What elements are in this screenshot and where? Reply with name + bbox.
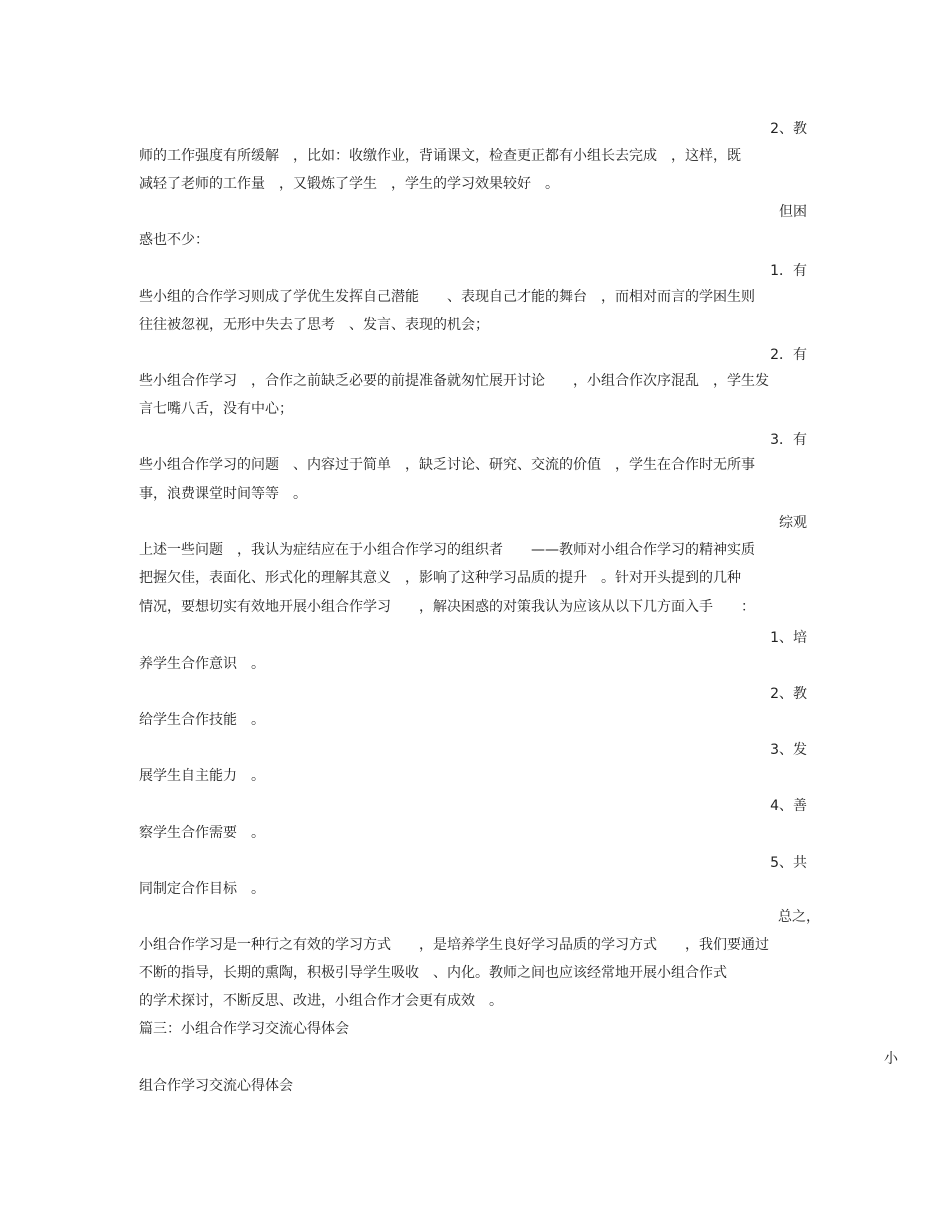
text-line: 展学生自主能力 。 [139, 768, 265, 784]
text-line: 2、教 [770, 686, 807, 702]
text-line: 5、共 [770, 855, 807, 871]
text-line: 1．有 [770, 263, 807, 279]
text-line: 2、教 [770, 121, 807, 137]
text-line: 减轻了老师的工作量 ，又锻炼了学生 ，学生的学习效果较好 。 [139, 176, 559, 192]
text-line: 的学术探讨，不断反思、改进，小组合作才会更有成效 。 [139, 993, 503, 1009]
text-line: 事，浪费课堂时间等等 。 [139, 486, 307, 502]
text-line: 不断的指导，长期的熏陶，积极引导学生吸收 、内化。教师之间也应该经常地开展小组合作式 [139, 965, 727, 981]
section-heading: 篇三：小组合作学习交流心得体会 [139, 1021, 349, 1037]
text-line: 养学生合作意识 。 [139, 656, 265, 672]
text-line: 3．有 [770, 432, 807, 448]
text-line: 上述一些问题 ，我认为症结应在于小组合作学习的组织者 ——教师对小组合作学习的精神实质 [139, 542, 755, 558]
text-line: 惑也不少： [139, 232, 209, 248]
text-line: 3、发 [770, 742, 807, 758]
text-line: 小 [884, 1051, 898, 1067]
text-line: 些小组的合作学习则成了学优生发挥自己潜能 、表现自己才能的舞台 ，而相对而言的学困生则 [139, 289, 755, 305]
text-line: 同制定合作目标 。 [139, 881, 265, 897]
text-line: 组合作学习交流心得体会 [139, 1078, 293, 1094]
text-line: 师的工作强度有所缓解 ，比如：收缴作业，背诵课文，检查更正都有小组长去完成 ，这样，既 [139, 148, 741, 164]
text-line: 4、善 [770, 798, 807, 814]
text-line: 些小组合作学习的问题 、内容过于简单 ，缺乏讨论、研究、交流的价值 ，学生在合作时无所事 [139, 457, 755, 473]
text-line: 往往被忽视，无形中失去了思考 、发言、表现的机会； [139, 317, 489, 333]
text-line: 但困 [779, 204, 807, 220]
text-line: 情况，要想切实有效地开展小组合作学习 ，解决困惑的对策我认为应该从以下几方面入手 ： [139, 599, 755, 615]
text-line: 1、培 [770, 630, 807, 646]
text-line: 总之， [778, 909, 820, 925]
text-line: 言七嘴八舌，没有中心； [139, 401, 293, 417]
text-line: 把握欠佳，表面化、形式化的理解其意义 ，影响了这种学习品质的提升 。针对开头提到的几种 [139, 570, 741, 586]
text-line: 给学生合作技能 。 [139, 712, 265, 728]
text-line: 些小组合作学习 ，合作之前缺乏必要的前提准备就匆忙展开讨论 ，小组合作次序混乱 ，学生发 [139, 373, 769, 389]
text-line: 综观 [779, 515, 807, 531]
text-line: 2．有 [770, 347, 807, 363]
text-line: 察学生合作需要 。 [139, 825, 265, 841]
text-line: 小组合作学习是一种行之有效的学习方式 ，是培养学生良好学习品质的学习方式 ，我们要通过 [139, 937, 769, 953]
